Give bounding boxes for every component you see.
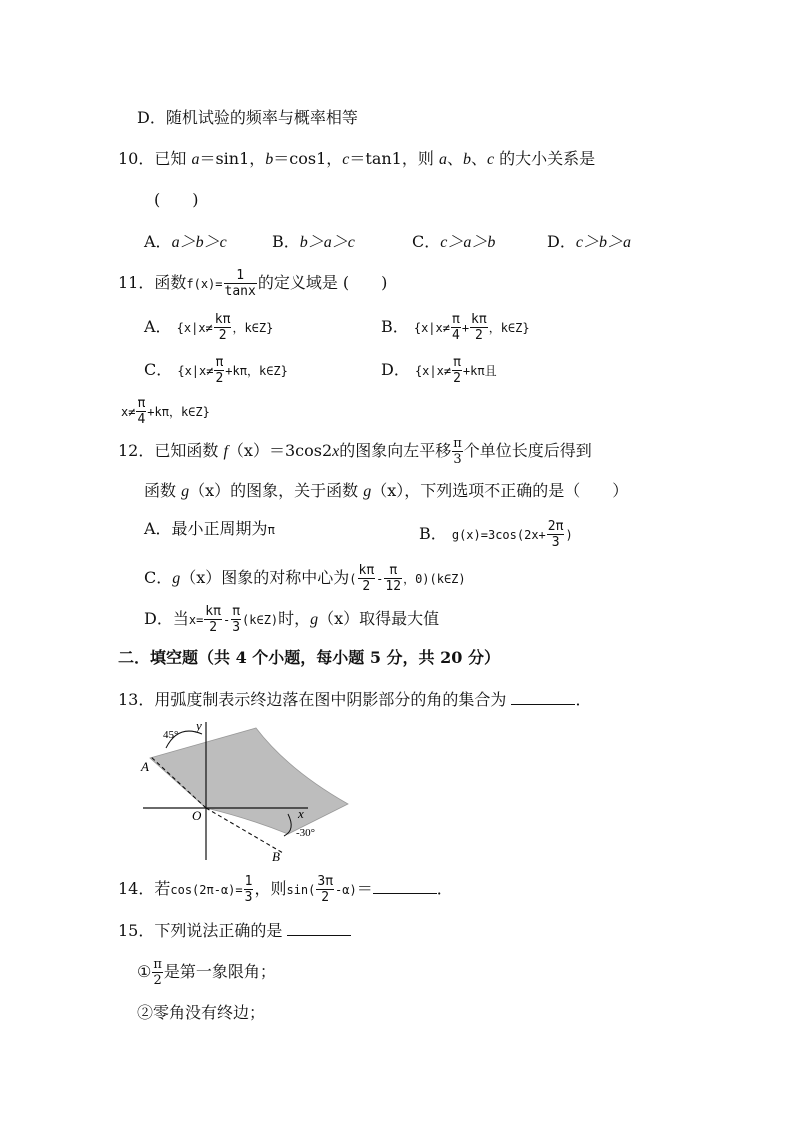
label-o: O [192,808,202,823]
q12-stem-line2: 函数 g（x）的图象，关于函数 g（x），下列选项不正确的是（ ） [144,481,629,500]
label-y: y [196,718,202,733]
label-x: x [298,806,304,821]
label-b: B [272,849,280,864]
shaded-region [150,728,348,834]
q10-option-b: B．b＞a＞c [272,232,355,251]
q14-answer-blank[interactable] [373,879,437,894]
q13-answer-blank[interactable] [511,690,575,705]
q15-item-1: ① $\frac{\pi}{2}$ 是第一象限角； [137,957,276,988]
q10-options [144,232,631,253]
q11-option-b: B． {x|x≠ $\frac{\pi}{4}$ + $\frac{k\pi}{2}$ ，k∈Z} [381,312,530,343]
q10-stem: 10．已知 a＝sin1，b＝cos1，c＝tan1，则 a、b、c 的大小关系是 [118,149,596,168]
q10-option-c: C．c＞a＞b [412,232,496,251]
q9-option-d: D．随机试验的频率与概率相等 [137,108,358,127]
q13-figure [138,718,353,868]
q12-option-a: A．最小正周期为π [144,519,275,538]
label-a: A [141,759,149,774]
q14-stem: 14．若cos(2π-α)= $\frac{1}{3}$ ，则sin( $\frac{3\pi}{2}$ -α)＝ ． [118,874,453,905]
q12-option-d: D．当x= $\frac{k\pi}{2}$ - $\frac{\pi}{3}$ (k∈Z)时，g（x）取得最大值 [144,604,440,635]
q11-option-d: D． {x|x≠ $\frac{\pi}{2}$ +kπ且 [381,355,497,386]
q11-option-d-cont: x≠ $\frac{\pi}{4}$ +kπ，k∈Z} [121,396,210,427]
q10-option-a: A．a＞b＞c [144,232,227,251]
label-45: 45° [163,729,179,741]
q10-answer-paren: ( ) [154,190,199,209]
label-neg30: -30° [296,827,316,839]
q11-option-c: C． {x|x≠ $\frac{\pi}{2}$ +kπ，k∈Z} [144,355,288,386]
q11-stem: 11．函数f(x)= $\frac{1}{\tan x}$ 的定义域是 ( ) [118,268,388,299]
section-title-fill-in: 二．填空题（共 4 个小题，每小题 5 分，共 20 分） [118,648,500,667]
q13-stem: 13．用弧度制表示终边落在图中阴影部分的角的集合为 ． [118,690,592,709]
q10-option-d: D．c＞b＞a [547,232,631,251]
q12-option-b: B． g(x)=3cos(2x+ $\frac{2\pi}{3}$ ) [419,519,573,550]
q11-option-a: A． {x|x≠ $\frac{k\pi}{2}$ ，k∈Z} [144,312,274,343]
q15-stem: 15．下列说法正确的是 [118,921,351,941]
q15-answer-blank[interactable] [287,921,351,936]
q12-stem: 12．已知函数 f（x）＝3cos2x的图象向左平移 $\frac{\pi}{3}$ 个单位长度后得到 [118,436,592,467]
q12-option-c: C．g（x）图象的对称中心为( $\frac{k\pi}{2}$ - $\frac{\pi}{12}$ ，0)(k∈Z) [144,563,466,594]
q15-item-2: ②零角没有终边； [137,1003,266,1022]
